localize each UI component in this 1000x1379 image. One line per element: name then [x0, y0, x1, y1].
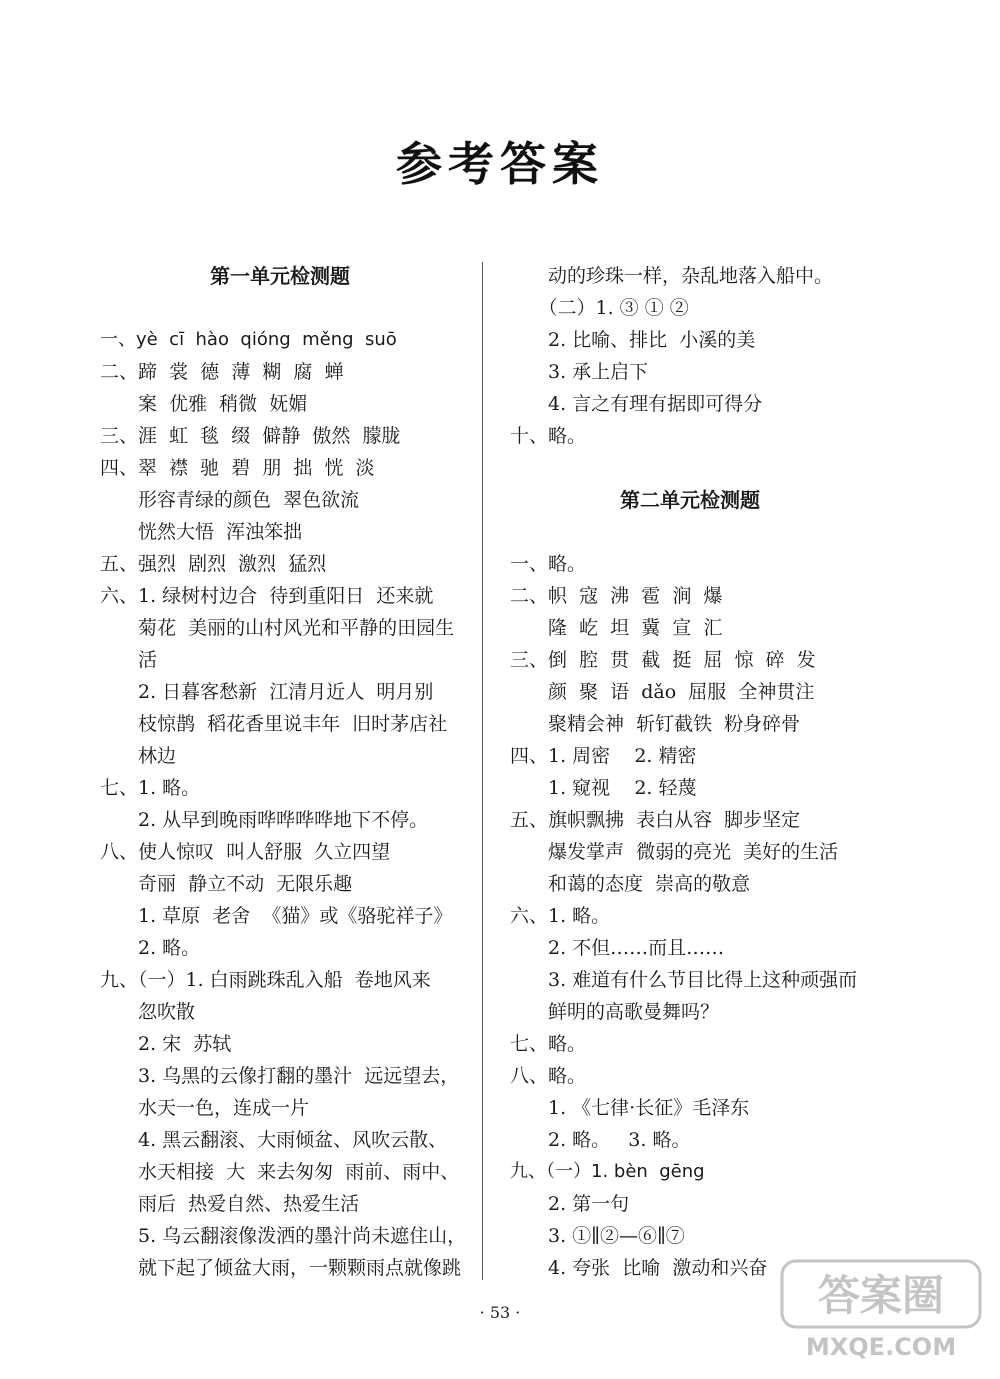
answer-line: 形容青绿的颜色 翠色欲流 — [100, 489, 360, 511]
answer-line: 2. 略。 — [100, 937, 201, 959]
column-divider — [482, 262, 483, 1280]
answer-line: 案 优雅 稍微 妩媚 — [100, 393, 308, 415]
answer-line: 3. 承上启下 — [510, 361, 649, 383]
answer-line: 六、1. 绿树村边合 待到重阳日 还来就 — [100, 585, 434, 607]
answer-line: 爆发掌声 微弱的亮光 美好的生活 — [510, 841, 839, 863]
answer-line: 活 — [100, 649, 158, 671]
answer-line: 2. 日暮客愁新 江清月近人 明月别 — [100, 681, 434, 703]
watermark-graphic — [776, 1255, 986, 1365]
section-heading: 第二单元检测题 — [620, 488, 760, 512]
watermark-url: MXQE.COM — [805, 1333, 957, 1361]
answer-line: 二、帜 寇 沸 雹 涧 爆 — [510, 585, 723, 607]
answer-line: 一、略。 — [510, 553, 587, 575]
answer-line: 3. 乌黑的云像打翻的墨汁 远远望去， — [100, 1065, 460, 1087]
answer-line: 5. 乌云翻滚像泼洒的墨汁尚未遮住山， — [100, 1225, 467, 1247]
answer-line: 2. 不但……而且…… — [510, 937, 725, 959]
answer-line: 雨后 热爱自然、热爱生活 — [100, 1193, 360, 1215]
answer-line: 八、使人惊叹 叫人舒服 久立四望 — [100, 841, 391, 863]
answer-line: 2. 宋 苏轼 — [100, 1033, 232, 1055]
answer-line: 4. 言之有理有据即可得分 — [510, 393, 763, 415]
answer-line: 2. 从早到晚雨哗哗哗哗地下不停。 — [100, 809, 429, 831]
right-column — [510, 260, 870, 1284]
answer-line: 四、翠 襟 驰 碧 朋 拙 恍 淡 — [100, 457, 375, 479]
answer-line: 十、略。 — [510, 425, 587, 447]
watermark-logo — [776, 1255, 986, 1365]
answer-line: （二）1. ③ ① ② — [510, 297, 689, 319]
answer-line: 一、yè cī hào qióng měng suō — [100, 329, 397, 350]
answer-line: 五、强烈 剧烈 激烈 猛烈 — [100, 553, 327, 575]
answer-line — [100, 292, 460, 324]
answer-line: 聚精会神 斩钉截铁 粉身碎骨 — [510, 713, 801, 735]
answer-line: 4. 夸张 比喻 激动和兴奋 — [510, 1257, 768, 1279]
answer-line: 三、涯 虹 毯 缀 僻静 傲然 朦胧 — [100, 425, 401, 447]
answer-line: 林边 — [100, 745, 177, 767]
section-heading: 第一单元检测题 — [210, 264, 350, 288]
answer-line: 隆 屹 坦 冀 宣 汇 — [510, 617, 723, 639]
answer-line — [510, 516, 870, 548]
answer-line: 二、蹄 裳 德 薄 糊 腐 蝉 — [100, 361, 344, 383]
answer-line: 水天一色，连成一片 — [100, 1097, 310, 1119]
answer-line: 五、旗帜飘拂 表白从容 脚步坚定 — [510, 809, 801, 831]
answer-line: 三、倒 腔 贯 截 挺 屈 惊 碎 发 — [510, 649, 816, 671]
answer-line: 菊花 美丽的山村风光和平静的田园生 — [100, 617, 455, 639]
answer-line: 忽吹散 — [100, 1001, 196, 1023]
answer-line: 鲜明的高歌曼舞吗？ — [510, 1001, 720, 1023]
answer-line: 七、略。 — [510, 1033, 587, 1055]
watermark-text: 答案圈 — [817, 1271, 945, 1320]
answer-line: 和蔼的态度 崇高的敬意 — [510, 873, 751, 895]
answer-line: 水天相接 大 来去匆匆 雨前、雨中、 — [100, 1161, 460, 1183]
answer-line: 八、略。 — [510, 1065, 587, 1087]
answer-line: 3. 难道有什么节目比得上这种顽强而 — [510, 969, 858, 991]
answer-line: 1. 窥视 2. 轻蔑 — [510, 777, 697, 799]
answer-line: 九、（一）1. 白雨跳珠乱入船 卷地风来 — [100, 969, 431, 991]
answer-line: 颜 聚 语 dǎo 屈服 全神贯注 — [510, 681, 815, 703]
answer-line: 3. ①∥②—⑥∥⑦ — [510, 1225, 685, 1247]
answer-line — [510, 452, 870, 484]
page-title: 参考答案 — [396, 137, 604, 191]
answer-line: 2. 略。 3. 略。 — [510, 1129, 691, 1151]
answer-line: 六、1. 略。 — [510, 905, 611, 927]
page-number: · 53 · — [479, 1303, 521, 1322]
answer-line: 就下起了倾盆大雨，一颗颗雨点就像跳 — [100, 1257, 462, 1279]
answer-line: 九、（一）1. bèn gēng — [510, 1161, 705, 1182]
answer-line: 七、1. 略。 — [100, 777, 201, 799]
answer-line: 动的珍珠一样，杂乱地落入船中。 — [510, 265, 834, 287]
answer-line: 四、1. 周密 2. 精密 — [510, 745, 697, 767]
answer-line: 奇丽 静立不动 无限乐趣 — [100, 873, 353, 895]
left-column — [100, 260, 467, 1284]
answer-line: 1. 草原 老舍 《猫》或《骆驼祥子》 — [100, 905, 453, 927]
answer-line: 恍然大悟 浑浊笨拙 — [100, 521, 303, 543]
answer-line: 枝惊鹊 稻花香里说丰年 旧时茅店社 — [100, 713, 448, 735]
answer-line: 1. 《七律·长征》毛泽东 — [510, 1097, 750, 1119]
answer-line: 2. 第一句 — [510, 1193, 630, 1215]
answer-line: 2. 比喻、排比 小溪的美 — [510, 329, 756, 351]
answer-line: 4. 黑云翻滚、大雨倾盆、风吹云散、 — [100, 1129, 448, 1151]
